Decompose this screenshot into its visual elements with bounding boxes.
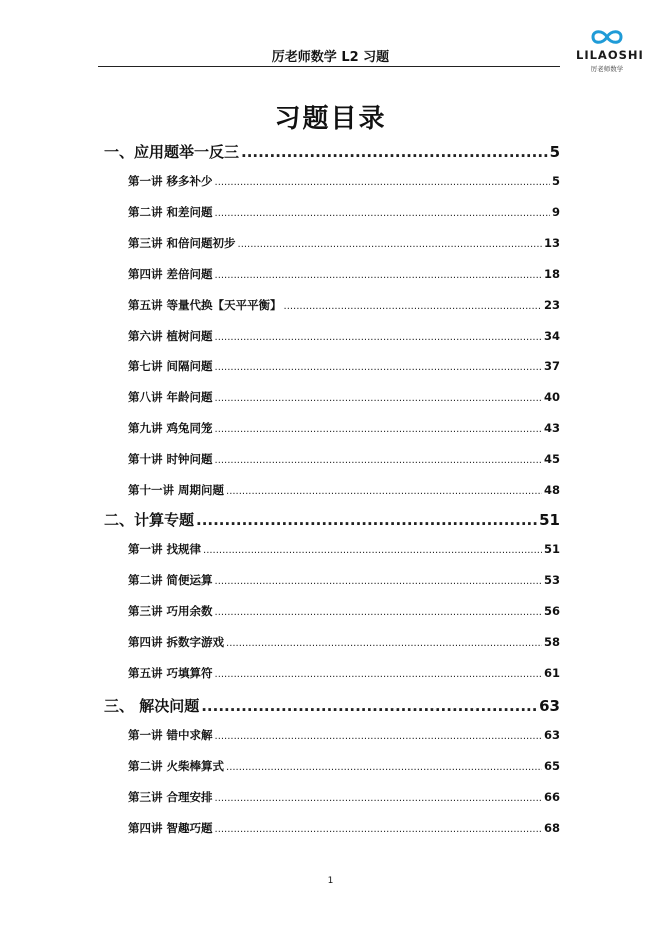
toc-entry-label: 第六讲 植树问题 [128, 328, 213, 343]
toc-entry-label: 第五讲 等量代换【天平平衡】 [128, 297, 282, 312]
toc-entry-page: 23 [543, 297, 560, 312]
dot-leader [215, 576, 542, 587]
toc-section-page: 5 [549, 143, 560, 161]
dot-leader [215, 731, 542, 742]
toc-entry[interactable] [128, 572, 560, 588]
toc-entry-page: 61 [543, 665, 560, 680]
toc-entry-page: 40 [543, 390, 560, 405]
dot-leader [284, 301, 542, 312]
toc-entry-label: 第二讲 和差问题 [128, 204, 213, 219]
toc-entry-page: 51 [543, 542, 560, 556]
dot-leader [226, 486, 542, 497]
toc-section[interactable] [104, 141, 560, 162]
toc-entry[interactable] [128, 603, 560, 619]
toc-entry-label: 第八讲 年龄问题 [128, 390, 213, 405]
toc-entry-page: 9 [551, 204, 560, 219]
dot-leader [215, 424, 542, 435]
toc-entry[interactable] [128, 665, 560, 681]
dot-leader [215, 669, 542, 680]
toc-entry-label: 第四讲 差倍问题 [128, 266, 213, 281]
document-title: 习题目录 [274, 104, 387, 134]
toc-entry-label: 第四讲 拆数字游戏 [128, 634, 225, 649]
toc-entry[interactable] [128, 235, 560, 251]
dot-leader [226, 762, 542, 773]
dot-leader [215, 455, 542, 466]
toc-entry-label: 第一讲 找规律 [128, 542, 202, 556]
toc-entry-label: 第五讲 巧填算符 [128, 665, 213, 680]
dot-leader [226, 638, 542, 649]
toc-entry[interactable] [128, 328, 560, 344]
toc-entry-label: 第三讲 和倍问题初步 [128, 235, 236, 250]
toc-entry-page: 45 [543, 452, 560, 467]
toc-entry-page: 53 [543, 572, 560, 587]
toc-entry-page: 56 [543, 603, 560, 618]
toc-entry-label: 第一讲 错中求解 [128, 728, 213, 742]
toc-entry-page: 48 [543, 483, 560, 497]
toc-entry[interactable] [128, 420, 560, 436]
toc-entry[interactable] [128, 541, 560, 557]
toc-entry-label: 第十一讲 周期问题 [128, 483, 225, 497]
logo-text: LILAOSHI [576, 48, 644, 62]
toc-entry[interactable] [128, 789, 560, 805]
toc-section-page: 51 [539, 511, 560, 529]
dot-leader [201, 697, 537, 715]
toc-entry-label: 第七讲 间隔问题 [128, 359, 213, 374]
toc-entry-page: 18 [543, 266, 560, 281]
toc-entry-page: 43 [543, 421, 560, 436]
toc-entry[interactable] [128, 389, 560, 405]
toc-entry-page: 37 [543, 359, 560, 374]
infinity-icon [588, 28, 626, 46]
toc-entry[interactable] [128, 820, 560, 836]
toc-entry-page: 34 [543, 328, 560, 343]
toc-entry-page: 68 [543, 820, 560, 835]
toc-entry[interactable] [128, 451, 560, 467]
toc-section[interactable] [104, 509, 560, 530]
toc-entry[interactable] [128, 727, 560, 743]
page-number: 1 [327, 876, 334, 886]
dot-leader [238, 239, 542, 250]
toc-entry[interactable] [128, 358, 560, 374]
header-divider [98, 66, 560, 67]
toc-entry-label: 第一讲 移多补少 [128, 174, 213, 188]
toc-entry[interactable] [128, 297, 560, 313]
toc-entry[interactable] [128, 266, 560, 282]
toc-entry-page: 65 [543, 758, 560, 773]
dot-leader [215, 824, 542, 835]
toc-entry-label: 第四讲 智趣巧题 [128, 820, 213, 835]
dot-leader [215, 362, 542, 373]
logo-subtitle: 厉老师数学 [590, 65, 624, 73]
toc-section-page: 63 [539, 697, 560, 715]
toc-entry[interactable] [128, 634, 560, 650]
toc-entry-page: 63 [543, 728, 560, 742]
toc-section-label: 三、 解决问题 [104, 697, 200, 715]
toc-entry-label: 第九讲 鸡兔同笼 [128, 421, 213, 436]
dot-leader [196, 511, 537, 529]
header-title: 厉老师数学 L2 习题 [271, 50, 390, 65]
dot-leader [215, 793, 542, 804]
toc-entry[interactable] [128, 758, 560, 774]
toc-entry-page: 13 [543, 235, 560, 250]
toc-entry-label: 第二讲 火柴棒算式 [128, 758, 225, 773]
dot-leader [241, 143, 548, 161]
toc-section[interactable] [104, 695, 560, 716]
toc-entry-page: 5 [551, 174, 560, 188]
toc-entry-page: 58 [543, 634, 560, 649]
toc-entry-page: 66 [543, 789, 560, 804]
toc-section-label: 一、应用题举一反三 [104, 143, 240, 161]
toc-entry-label: 第二讲 简便运算 [128, 572, 213, 587]
logo [576, 28, 644, 76]
toc-entry-label: 第三讲 巧用余数 [128, 603, 213, 618]
dot-leader [203, 545, 542, 556]
toc-entry[interactable] [128, 482, 560, 498]
toc-entry-label: 第三讲 合理安排 [128, 789, 213, 804]
dot-leader [215, 208, 550, 219]
dot-leader [215, 607, 542, 618]
dot-leader [215, 393, 542, 404]
dot-leader [215, 332, 542, 343]
dot-leader [215, 270, 542, 281]
toc-entry-label: 第十讲 时钟问题 [128, 452, 213, 467]
dot-leader [215, 177, 550, 188]
toc-section-label: 二、计算专题 [104, 511, 195, 529]
toc-entry[interactable] [128, 173, 560, 189]
toc-entry[interactable] [128, 204, 560, 220]
